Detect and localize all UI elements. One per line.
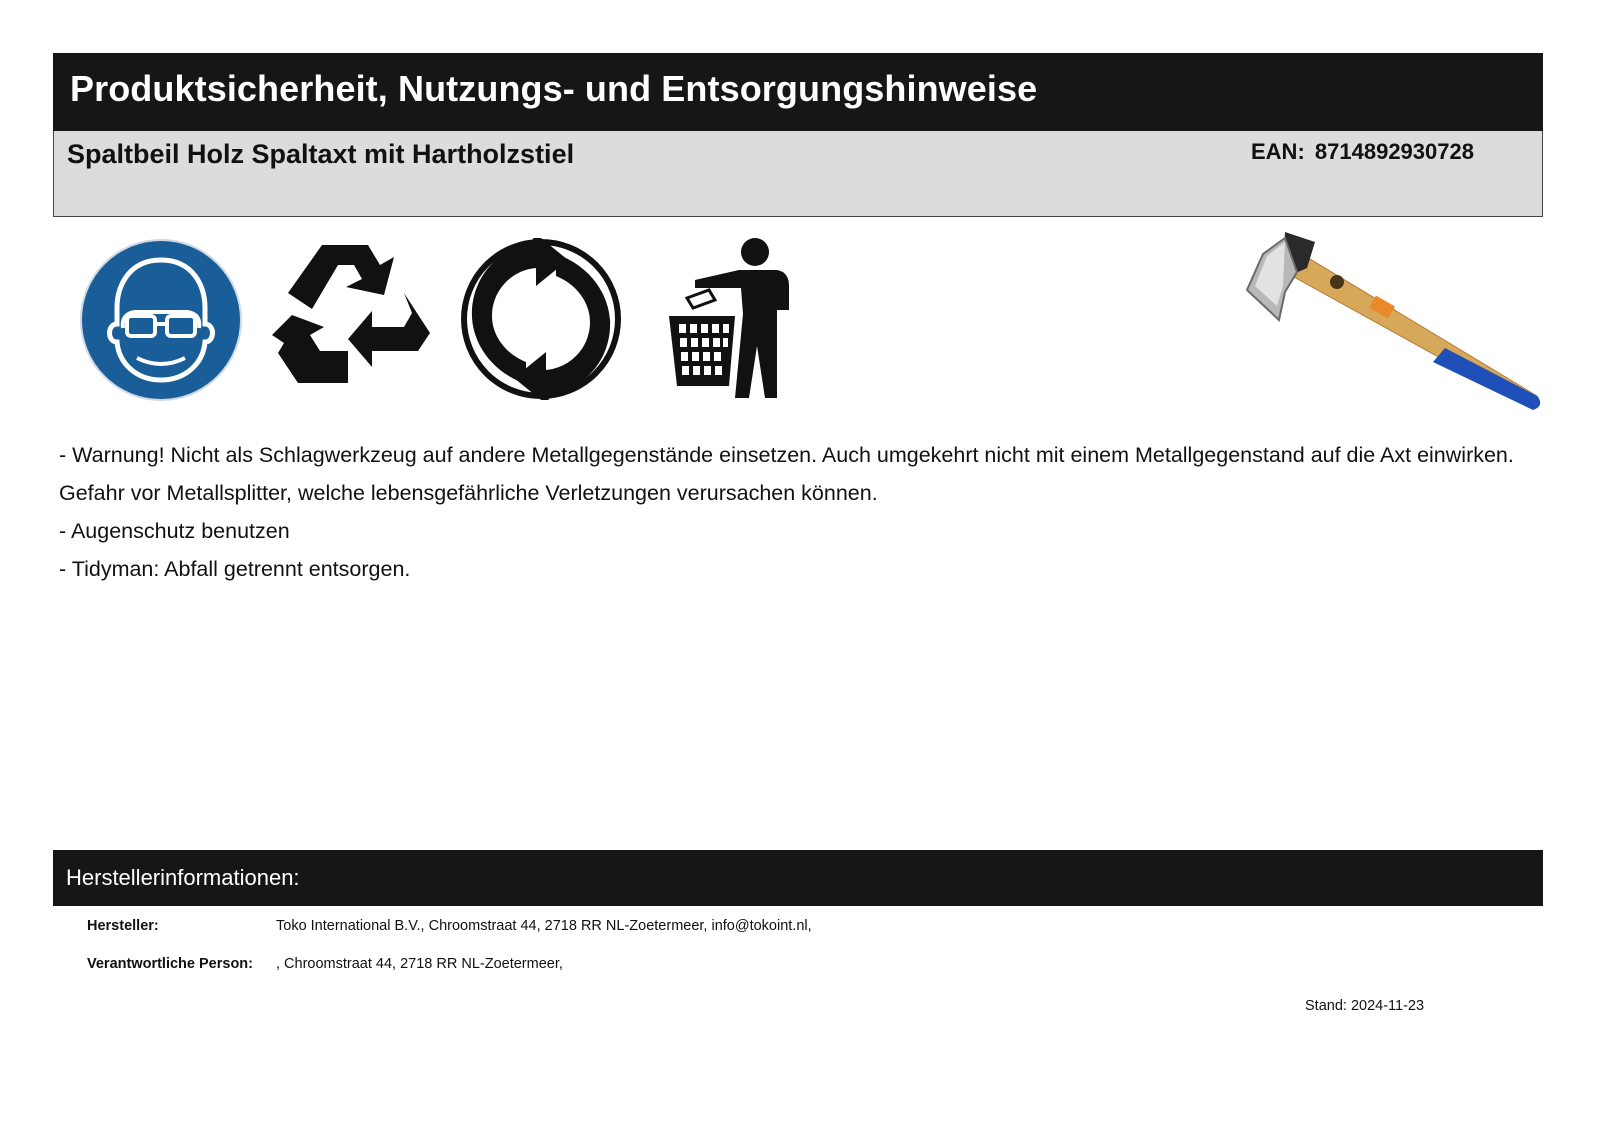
tidyman-icon <box>665 238 795 398</box>
hersteller-value: Toko International B.V., Chroomstraat 44, 2718 RR NL-Zoetermeer, info@tokoint.nl, <box>276 918 812 934</box>
title-bar <box>53 53 1543 131</box>
ean <box>1251 139 1474 165</box>
axe-image <box>1245 228 1545 418</box>
recycle-icon <box>272 243 432 395</box>
manufacturer-heading: Herstellerinformationen: <box>66 865 300 890</box>
note-warning: - Warnung! Nicht als Schlagwerkzeug auf andere Metallgegenstände einsetzen. Auch umgekehrt nicht mit einem Metallgegenstand auf die Axt einwirken. Gefahr vor Metallsplitter, welche lebensgefährliche Verletzungen verursachen können. <box>59 443 1514 505</box>
product-name: Spaltbeil Holz Spaltaxt mit Hartholzstiel <box>67 139 575 169</box>
green-dot-icon <box>460 238 622 400</box>
eye-protection-icon <box>79 238 243 402</box>
responsible-person-label: Verantwortliche Person: <box>87 956 253 972</box>
product-bar <box>53 131 1543 217</box>
ean-value: 8714892930728 <box>1314 139 1474 164</box>
safety-notes <box>59 436 1549 588</box>
page-title: Produktsicherheit, Nutzungs- und Entsorgungshinweise <box>70 68 1038 109</box>
ean-label: EAN: <box>1251 139 1305 164</box>
hersteller-label: Hersteller: <box>87 918 159 934</box>
manufacturer-bar <box>53 850 1543 906</box>
note-eye-protection: - Augenschutz benutzen <box>59 519 290 543</box>
stand-date: Stand: 2024-11-23 <box>1305 998 1425 1014</box>
note-tidyman: - Tidyman: Abfall getrennt entsorgen. <box>59 557 411 581</box>
responsible-person-value: , Chroomstraat 44, 2718 RR NL-Zoetermeer, <box>276 956 563 972</box>
